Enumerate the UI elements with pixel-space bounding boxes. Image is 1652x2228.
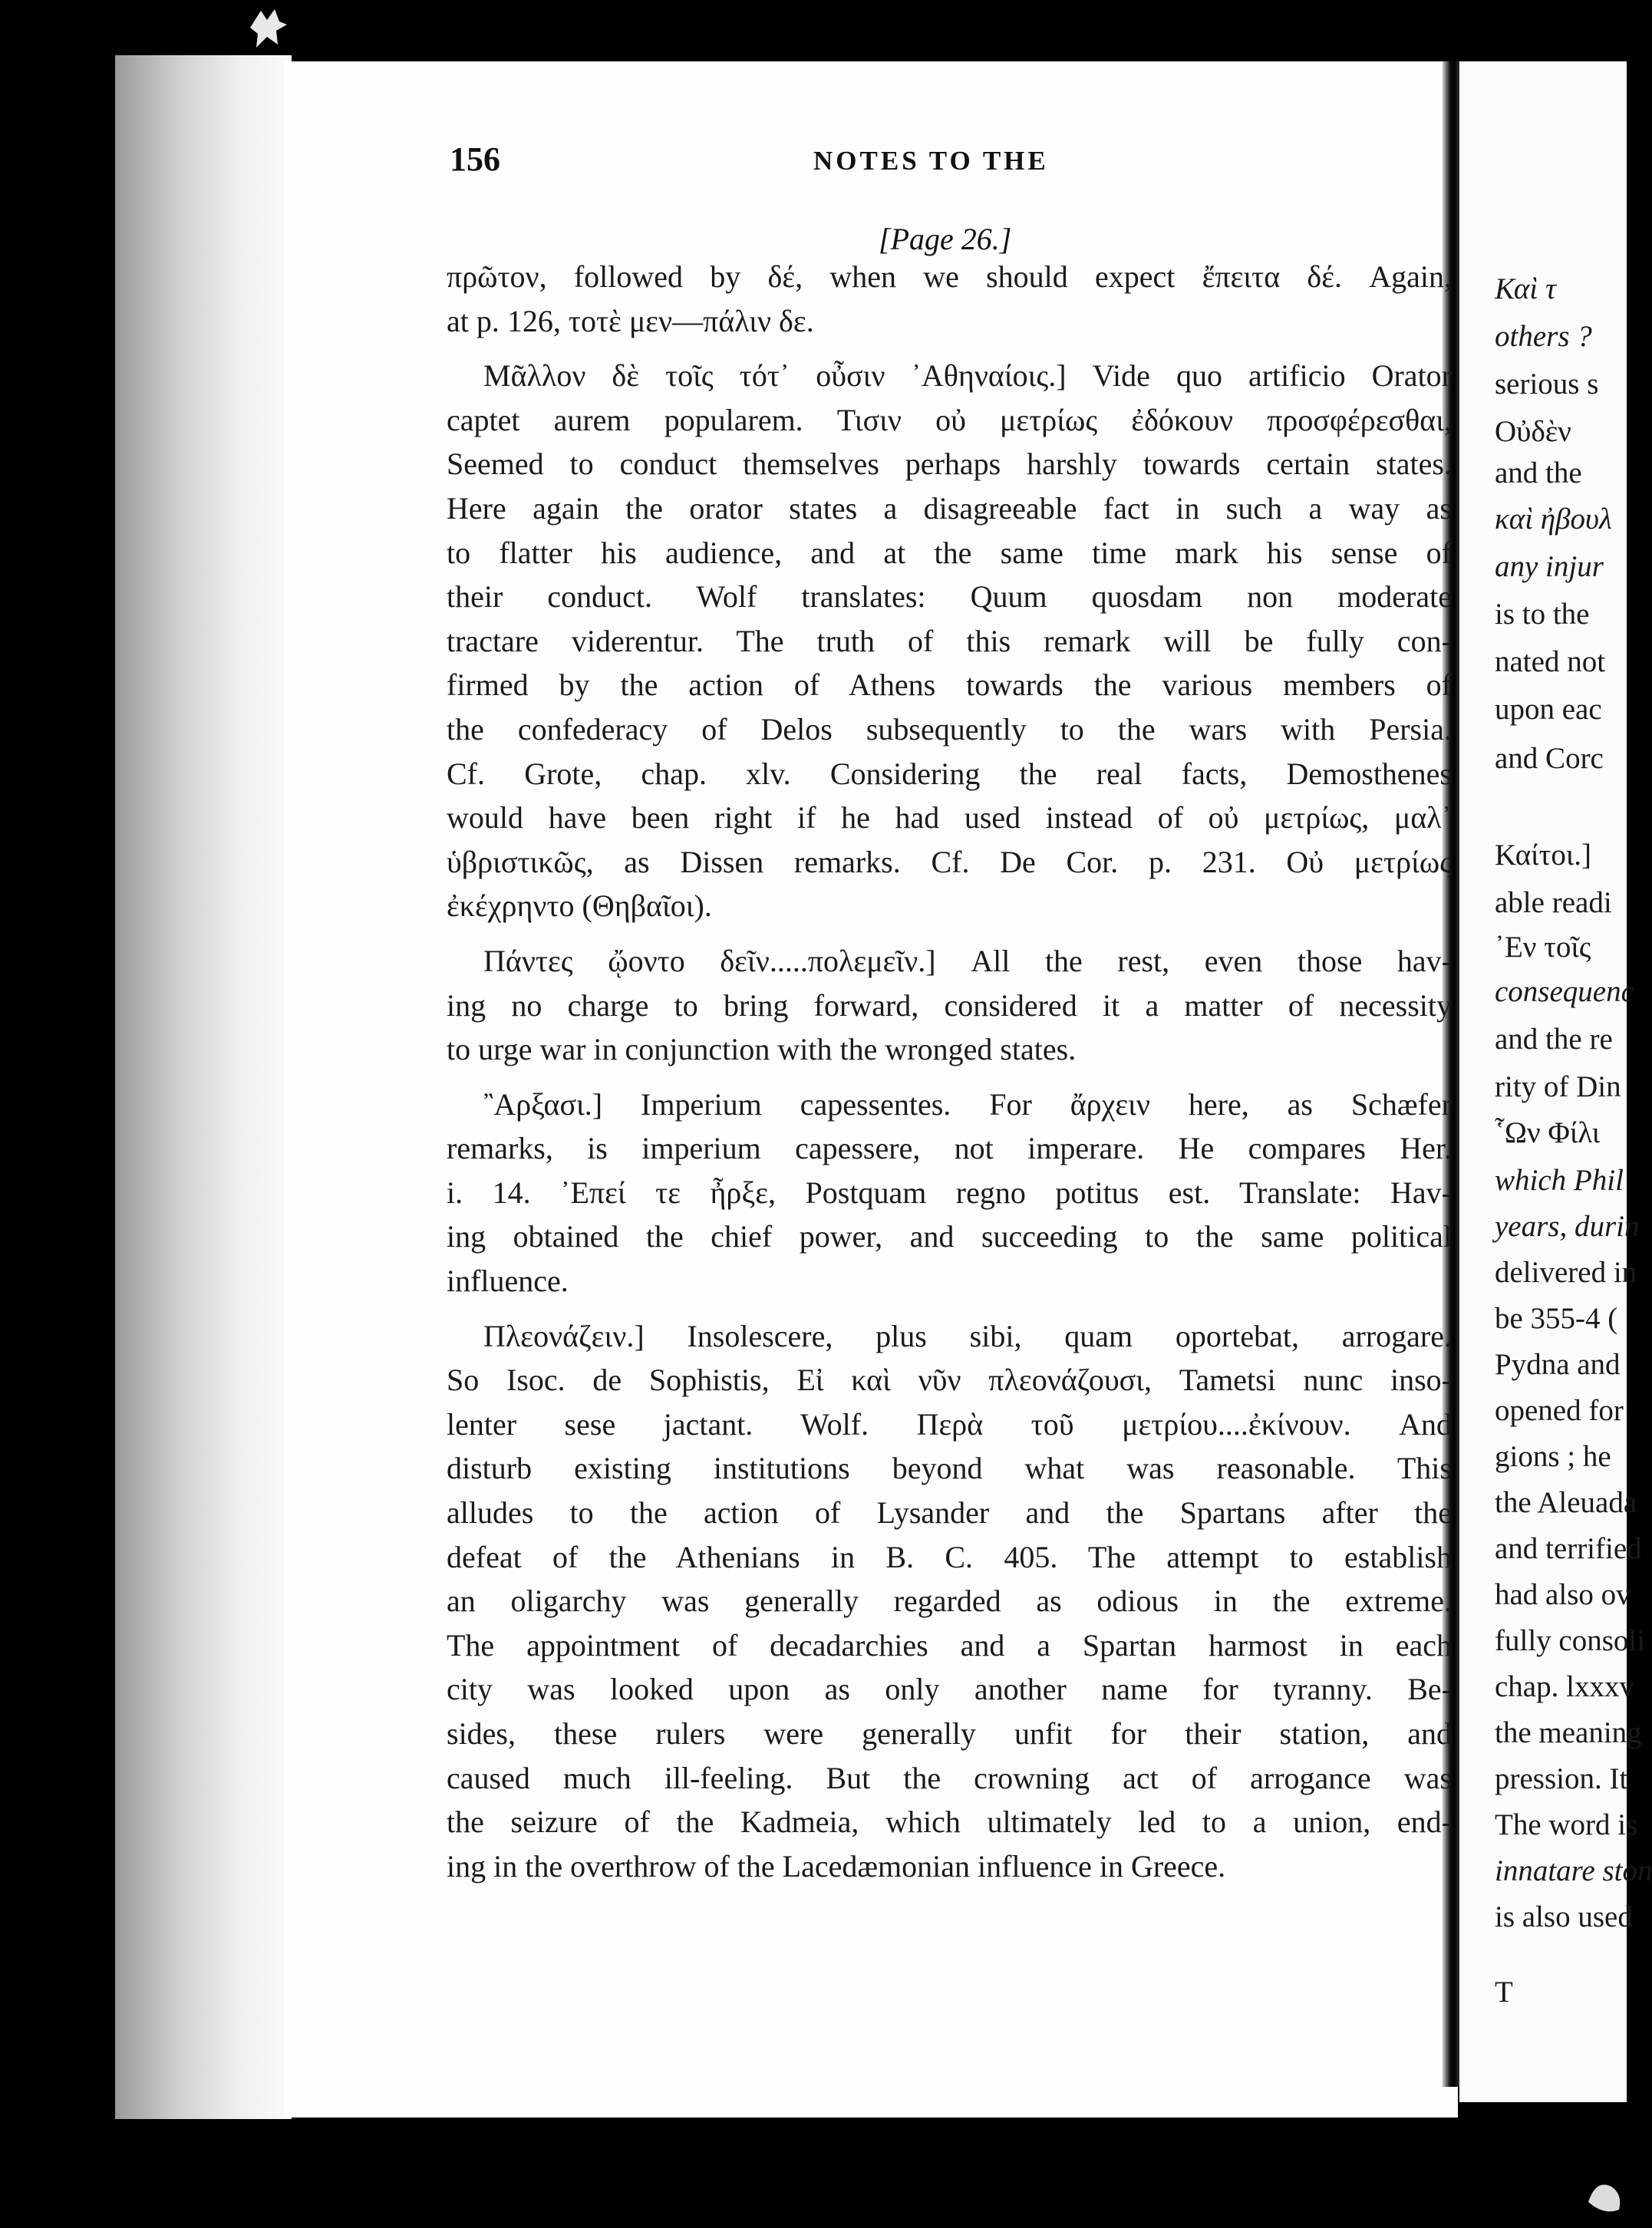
right-page-line: the Aleuada xyxy=(1495,1486,1637,1519)
right-page-line: others ? xyxy=(1495,320,1592,353)
right-page-line: fully consoli xyxy=(1495,1624,1646,1657)
text-line: the confederacy of Delos subsequently to the wars with Persia. xyxy=(447,711,1452,747)
text-line: disturb existing institutions beyond what was reasonable. This xyxy=(447,1451,1452,1486)
text-line: i. 14. ᾽Επεί τε ἦρξε, Postquam regno potitus est. Translate: Hav- xyxy=(447,1175,1452,1210)
text-line: would have been right if he had used instead of οὐ μετρίως, μαλ᾽ xyxy=(447,800,1452,836)
notes-body-text xyxy=(447,255,1452,1888)
right-page-line: innatare ston xyxy=(1495,1854,1652,1887)
text-line: Μᾶλλον δὲ τοῖς τότ᾽ οὖσιν ᾽Αθηναίοις.] Vide quo artificio Orator xyxy=(483,358,1452,394)
right-page-line: ᾽Εν τοῖς xyxy=(1495,931,1591,964)
right-page-line: years, durin xyxy=(1495,1210,1640,1243)
right-page-line: Καὶ τ xyxy=(1495,272,1556,305)
text-line: caused much ill-feeling. But the crowning act of arrogance was xyxy=(447,1760,1452,1795)
right-page-line: and Corc xyxy=(1495,742,1604,775)
text-line: So Isoc. de Sophistis, Εἰ καὶ νῦν πλεονάζουσι, Tametsi nunc inso- xyxy=(447,1363,1452,1398)
text-line: The appointment of decadarchies and a Spartan harmost in each xyxy=(447,1627,1452,1663)
text-line: firmed by the action of Athens towards the various members of xyxy=(447,667,1452,703)
right-page-line: which Phil xyxy=(1495,1164,1624,1197)
text-line: at p. 126, τοτὲ μεν—πάλιν δε. xyxy=(447,303,814,338)
right-page-line: Οὐδὲν xyxy=(1495,415,1571,448)
corner-blot-mark xyxy=(244,5,290,51)
right-page-line: and terrified xyxy=(1495,1532,1642,1565)
text-line: ing no charge to bring forward, considered it a matter of necessity xyxy=(447,987,1452,1023)
text-line: Seemed to conduct themselves perhaps harshly towards certain states. xyxy=(447,447,1452,482)
running-head: NOTES TO THE xyxy=(813,146,1049,176)
text-line: Here again the orator states a disagreeable fact in such a way as xyxy=(447,490,1452,526)
text-line: ing obtained the chief power, and succeeding to the same political xyxy=(447,1219,1452,1254)
text-line: influence. xyxy=(447,1264,569,1299)
text-line: city was looked upon as only another name for tyranny. Be- xyxy=(447,1672,1452,1707)
text-line: ῍Αρξασι.] Imperium capessentes. For ἄρχειν here, as Schæfer xyxy=(483,1086,1452,1122)
right-page-line: pression. It xyxy=(1495,1762,1628,1795)
text-line: remarks, is imperium capessere, not imperare. He compares Her. xyxy=(447,1131,1452,1166)
right-page-line: opened for xyxy=(1495,1394,1624,1427)
right-page-line: and the xyxy=(1495,456,1582,489)
corner-blot-mark-bottom xyxy=(1581,2156,1627,2217)
text-line: πρῶτον, followed by δέ, when we should expect ἔπειτα δέ. Again, xyxy=(447,259,1452,294)
right-page-line: καὶ ἠβουλ xyxy=(1495,503,1612,536)
page-reference: [Page 26.] xyxy=(879,222,1012,256)
right-page-line: The word is xyxy=(1495,1808,1638,1841)
right-page-line: gions ; he xyxy=(1495,1440,1611,1473)
text-line: captet aurem popularem. Τισιν οὐ μετρίως ἐδόκουν προσφέρεσθαι, xyxy=(447,402,1452,437)
right-page-line: any injur xyxy=(1495,550,1604,583)
right-page-line: and the re xyxy=(1495,1023,1613,1056)
text-line: ing in the overthrow of the Lacedæmonian influence in Greece. xyxy=(447,1848,1226,1884)
right-page-line: able readi xyxy=(1495,886,1612,919)
text-line: to flatter his audience, and at the same time mark his sense of xyxy=(447,535,1452,570)
text-line: sides, these rulers were generally unfit for their station, and xyxy=(447,1716,1452,1751)
text-line: alludes to the action of Lysander and the Spartans after the xyxy=(447,1495,1452,1531)
right-page-line: consequenc xyxy=(1495,975,1634,1008)
right-page-line: rity of Din xyxy=(1495,1070,1621,1103)
text-line: tractare viderentur. The truth of this remark will be fully con- xyxy=(447,623,1452,658)
right-page-line: is also used xyxy=(1495,1900,1633,1933)
right-page-line: delivered in xyxy=(1495,1256,1637,1289)
text-line: Πλεονάζειν.] Insolescere, plus sibi, quam oportebat, arrogare. xyxy=(483,1318,1452,1353)
text-line: an oligarchy was generally regarded as odious in the extreme. xyxy=(447,1584,1452,1619)
right-page-line: the meaning xyxy=(1495,1716,1642,1749)
text-line: ὑβριστικῶς, as Dissen remarks. Cf. De Cor. p. 231. Οὐ μετρίως xyxy=(447,844,1452,879)
right-page-line: chap. lxxxv xyxy=(1495,1670,1634,1703)
text-line: lenter sese jactant. Wolf. Περὰ τοῦ μετρίου....ἐκίνουν. And xyxy=(447,1406,1452,1442)
text-line: Cf. Grote, chap. xlv. Considering the real facts, Demosthenes xyxy=(447,756,1452,791)
right-page-line: is to the xyxy=(1495,598,1590,631)
page-number: 156 xyxy=(450,140,500,178)
text-line: the seizure of the Kadmeia, which ultimately led to a union, end- xyxy=(447,1804,1452,1840)
text-line: defeat of the Athenians in B. C. 405. The attempt to establish xyxy=(447,1539,1452,1574)
right-page-line: Καίτοι.] xyxy=(1495,839,1592,872)
right-page-line: T xyxy=(1495,1976,1513,2009)
text-line: Πάντες ᾤοντο δεῖν.....πολεμεῖν.] All the rest, even those hav- xyxy=(483,943,1452,978)
text-line: to urge war in conjunction with the wronged states. xyxy=(447,1032,1077,1067)
right-page-line: upon eac xyxy=(1495,693,1602,726)
right-page-line: be 355-4 ( xyxy=(1495,1302,1618,1335)
text-line: their conduct. Wolf translates: Quum quosdam non moderate xyxy=(447,579,1452,615)
right-page-line: nated not xyxy=(1495,645,1606,678)
text-line: ἐκέχρηντο (Θηβαῖοι). xyxy=(447,888,712,924)
right-page-line: Pydna and xyxy=(1495,1348,1621,1381)
right-page-line: serious s xyxy=(1495,367,1599,400)
right-page-line: had also ov xyxy=(1495,1578,1631,1611)
right-page-line: ῟Ων Φίλι xyxy=(1495,1116,1601,1149)
page-stack-edge xyxy=(115,55,292,2119)
